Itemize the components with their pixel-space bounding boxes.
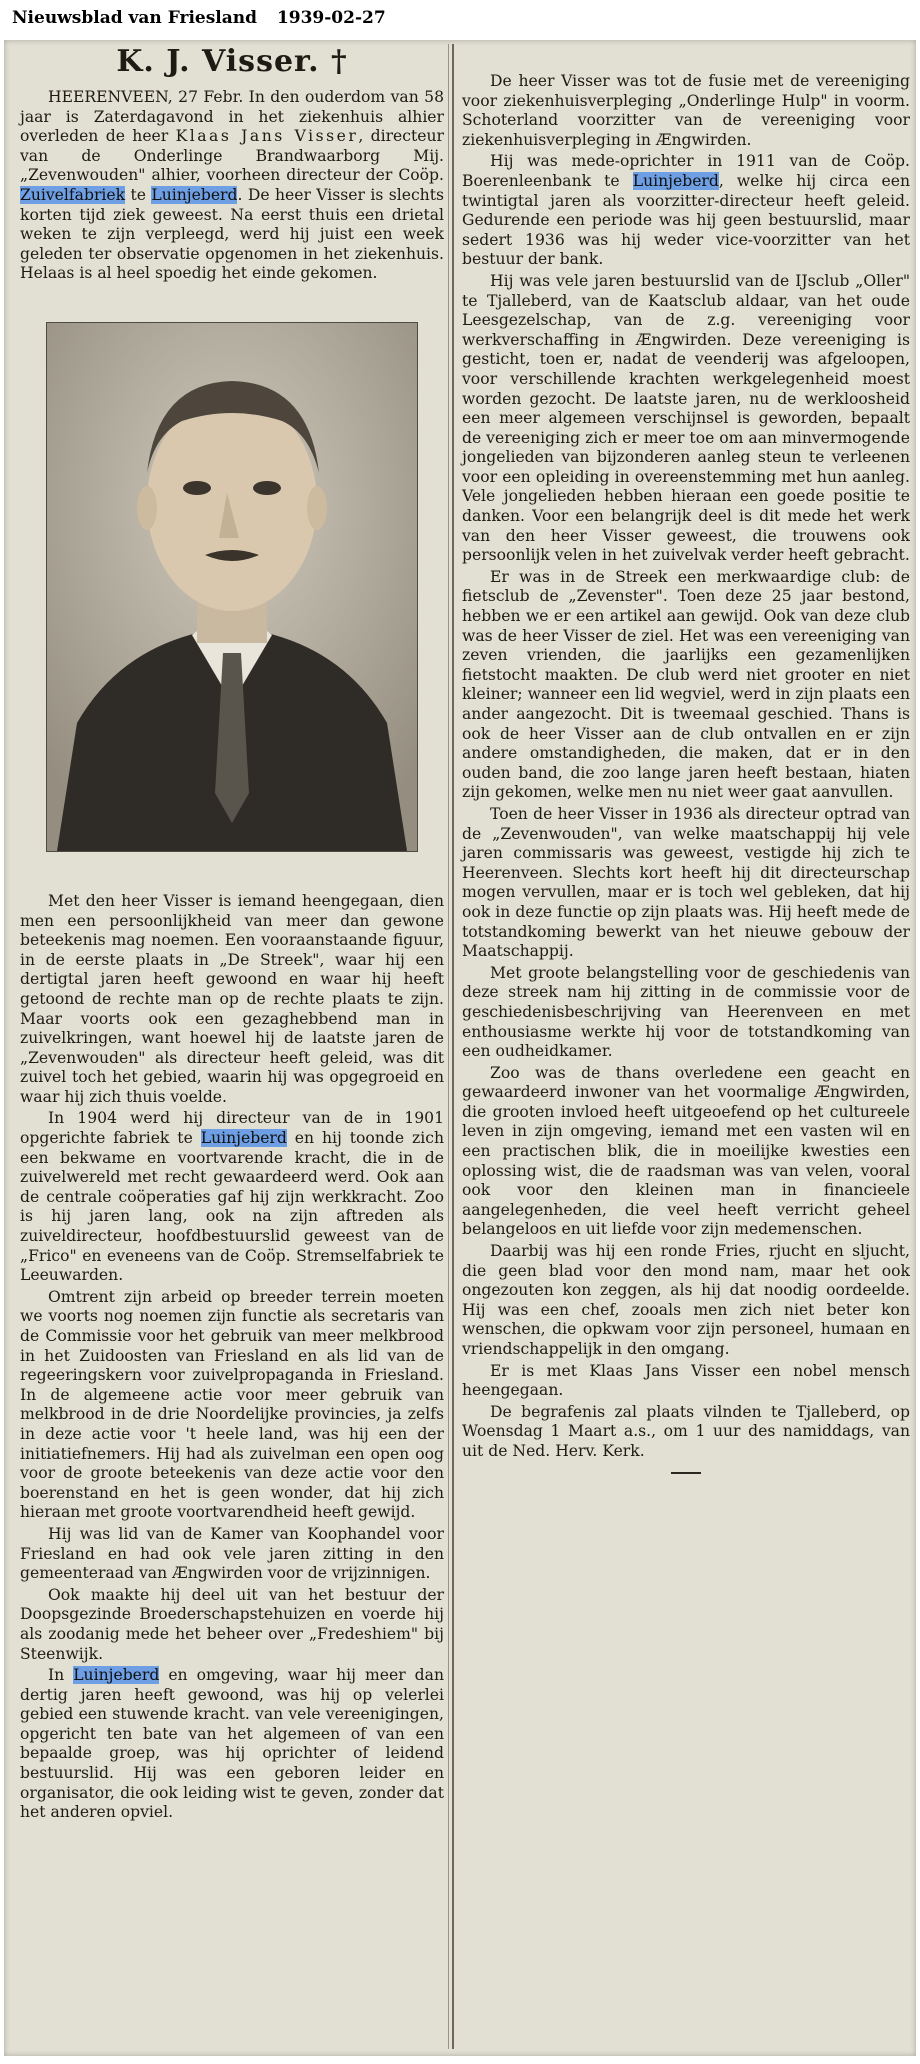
paragraph-2: Met den heer Visser is iemand heengegaan, dien men een persoonlijkheid van meer dan gewone beteekenis mag noemen. Een vooraanstaande figuur, in de eerste plaats in „De Streek", waar hij een dertigtal jaren heeft gewoond en waar hij heeft getoond de rechte man op de rechte plaats te zijn. Maar voorts ook een gezaghebbend man in zuivelkringen, want hoewel hij de laatste jaren de „Zevenwouden" als directeur heeft geleid, was dit zuivel toch het gebied, waarin hij was opgegroeid en waar hij zich thuis voelde.	[20, 891, 444, 1106]
deceased-name: Klaas Jans Visser	[175, 127, 359, 146]
paragraph-15: Daarbij was hij een ronde Fries, rjucht en sljucht, die geen blad voor den mond nam, maar het ook ongezouten kon zeggen, als hij dat noodig oordeelde. Hij was een chef, zooals men zich niet beter kon wenschen, die opkwam voor zijn personeel, humaan en vriendschappelijk in den omgang.	[462, 1242, 910, 1358]
highlight-luinjeberd: Luinjeberd	[151, 185, 238, 204]
column-left	[20, 44, 444, 1825]
source-header	[12, 8, 400, 28]
paragraph-8: De heer Visser was tot de fusie met de vereeniging voor ziekenhuisverpleging „Onderlinge Hulp" in voorm. Schoterland voorzitter van de vereeniging voor ziekenhuisverpleging in Ængwirden.	[462, 72, 910, 149]
highlight-luinjeberd: Luinjeberd	[200, 1129, 287, 1148]
paragraph-16: Er is met Klaas Jans Visser een nobel mensch heengegaan.	[462, 1361, 910, 1400]
paragraph-11: Er was in de Streek een merkwaardige club: de fietsclub de „Zevenster". Toen deze 25 jaar bestond, hebben we er een artikel aan gewijd. Ook van deze club was de heer Visser de ziel. Het was een vereeniging van zeven vrienden, die jaarlijks een gezamenlijken fietstocht maakten. De club werd niet grooter en niet kleiner; wanneer een lid wegviel, werd in zijn plaats een ander aangezocht. Dit is tweemaal geschied. Thans is ook de heer Visser aan de club ontvallen en er zijn andere omstandigheden, die maken, dat er in den ouden band, die zoo lange jaren heeft bestaan, hiaten zijn gekomen, welke men nu niet weer gaat aanvullen.	[462, 567, 910, 802]
column-divider	[452, 44, 454, 2049]
portrait-photo	[46, 322, 418, 852]
paragraph-7: In Luinjeberd en omgeving, waar hij meer dan dertig jaren heeft gewoond, was hij op velerlei gebied een stuwende kracht. van vele vereenigingen, opgericht ten bate van het algemeen of van een bepaalde groep, was hij oprichter of leidend bestuurslid. Hij was een geboren leider en organisator, die ook leiding wist te geven, zonder dat het anderen opviel.	[20, 1666, 444, 1822]
paragraph-14: Zoo was de thans overledene een geacht en gewaardeerd inwoner van het voormalige Ængwirden, die grooten invloed heeft uitgeoefend op het cultureele leven in zijn omgeving, iemand met een vasten wil en een practischen blik, die in moeilijke kwesties een oplossing wist, die de raadsman was van velen, vooral ook voor den kleinen man in financieele aangelegenheden, die veel heeft verricht geheel belangeloos en uit liefde voor zijn medemenschen.	[462, 1063, 910, 1239]
highlight-zuivelfabriek: Zuivelfabriek	[20, 185, 126, 204]
paragraph-intro: HEERENVEEN, 27 Febr. In den ouderdom van 58 jaar is Zaterdagavond in het ziekenhuis alhier overleden de heer Klaas Jans Visser, directeur van de Onderlinge Brandwaarborg Mij. „Zevenwouden" alhier, voorheen directeur der Coöp. Zuivelfabriek te Luinjeberd. De heer Visser is slechts korten tijd ziek geweest. Na eerst thuis een drietal weken te zijn verpleegd, werd hij juist een week geleden ter observatie opgenomen in het ziekenhuis. Helaas is al heel spoedig het einde gekomen.	[20, 88, 445, 283]
column-divider-shadow	[448, 44, 449, 2049]
end-rule	[671, 1472, 701, 1474]
paragraph-5: Hij was lid van de Kamer van Koophandel voor Friesland en had ook vele jaren zitting in den gemeenteraad van Ængwirden voor de vrijzinnigen.	[20, 1524, 444, 1583]
paragraph-3: In 1904 werd hij directeur van de in 1901 opgerichte fabriek te Luinjeberd en hij toonde zich een bekwame en voortvarende kracht, die in de zuivelwereld met recht gewaardeerd werd. Ook aan de centrale coöperaties gaf hij zijn werkkracht. Zoo is hij jaren lang, ook na zijn aftreden als zuiveldirecteur, hoofdbestuurslid geweest van de „Frico" en eveneens van de Coöp. Stremselfabriek te Leeuwarden.	[20, 1109, 444, 1285]
publication-date: 1939-02-27	[276, 8, 386, 28]
column-right	[462, 72, 910, 1474]
article-title: K. J. Visser. †	[116, 44, 348, 79]
paragraph-17: De begrafenis zal plaats vilnden te Tjalleberd, op Woensdag 1 Maart a.s., om 1 uur des namiddags, van uit de Ned. Herv. Kerk.	[462, 1402, 910, 1460]
paragraph-4: Omtrent zijn arbeid op breeder terrein moeten we voorts nog noemen zijn functie als secretaris van de Commissie voor het gebruik van meer melkbrood in het Zuidoosten van Friesland en als lid van de regeeringskern voor zuivelpropaganda in Friesland. In de algemeene actie voor meer gebruik van melkbrood in de drie Noordelijke provincies, ja zelfs in deze actie voor 't heele land, was hij een der initiatiefnemers. Hij had als zuivelman een open oog voor de groote beteekenis van deze actie voor den boerenstand en het is geen wonder, dat hij zich hieraan met groote voortvarendheid heeft gewijd.	[20, 1287, 444, 1522]
newspaper-name: Nieuwsblad van Friesland	[12, 8, 258, 28]
highlight-luinjeberd: Luinjeberd	[73, 1666, 160, 1685]
paragraph-6: Ook maakte hij deel uit van het bestuur der Doopsgezinde Broederschapstehuizen en voerde hij als zoodanig mede het beheer over „Fredeshiem" bij Steenwijk.	[20, 1585, 444, 1663]
paragraph-12: Toen de heer Visser in 1936 als directeur optrad van de „Zevenwouden", van welke maatschappij hij vele jaren commissaris was geweest, vestigde hij zich te Heerenveen. Slechts kort heeft hij dit directeurschap mogen vervullen, maar er is toch wel gebleken, dat hij ook in deze functie op zijn plaats was. Hij heeft mede de totstandkoming bewerkt van het nieuwe gebouw der Maatschappij.	[462, 804, 910, 961]
paragraph-9: Hij was mede-oprichter in 1911 van de Coöp. Boerenleenbank te Luinjeberd, welke hij circa een twintigtal jaren als voorzitter-directeur heeft geleid. Gedurende een periode was hij geen bestuurslid, maar sedert 1936 was hij weder vice-voorzitter van het bestuur der bank.	[462, 152, 910, 269]
paragraph-10: Hij was vele jaren bestuurslid van de IJsclub „Oller" te Tjalleberd, van de Kaatsclub aldaar, van het oude Leesgezelschap, van de z.g. vereeniging voor werkverschaffing in Ængwirden. Deze vereeniging is gesticht, toen er, nadat de veenderij was afgeloopen, voor verschillende krachten werkgelegenheid moest worden gezocht. De laatste jaren, nu de werkloosheid een meer algemeen verschijnsel is geworden, bepaalt de vereeniging zich er meer toe om aan minvermogende jongelieden van bijzonderen aanleg steun te verleenen voor een opleiding in overeenstemming met hun aanleg. Vele jongelieden hebben hieraan een goede positie te danken. Voor een belangrijk deel is dit mede het werk van den heer Visser geweest, die trouwens ook persoonlijk velen in het zuivelvak verder heeft gebracht.	[462, 271, 910, 565]
highlight-luinjeberd: Luinjeberd	[632, 171, 719, 190]
paragraph-13: Met groote belangstelling voor de geschiedenis van deze streek nam hij zitting in de commissie voor de geschiedenisbeschrijving van Heerenveen en met enthousiasme werkte hij voor de totstandkoming van een oudheidkamer.	[462, 963, 910, 1061]
